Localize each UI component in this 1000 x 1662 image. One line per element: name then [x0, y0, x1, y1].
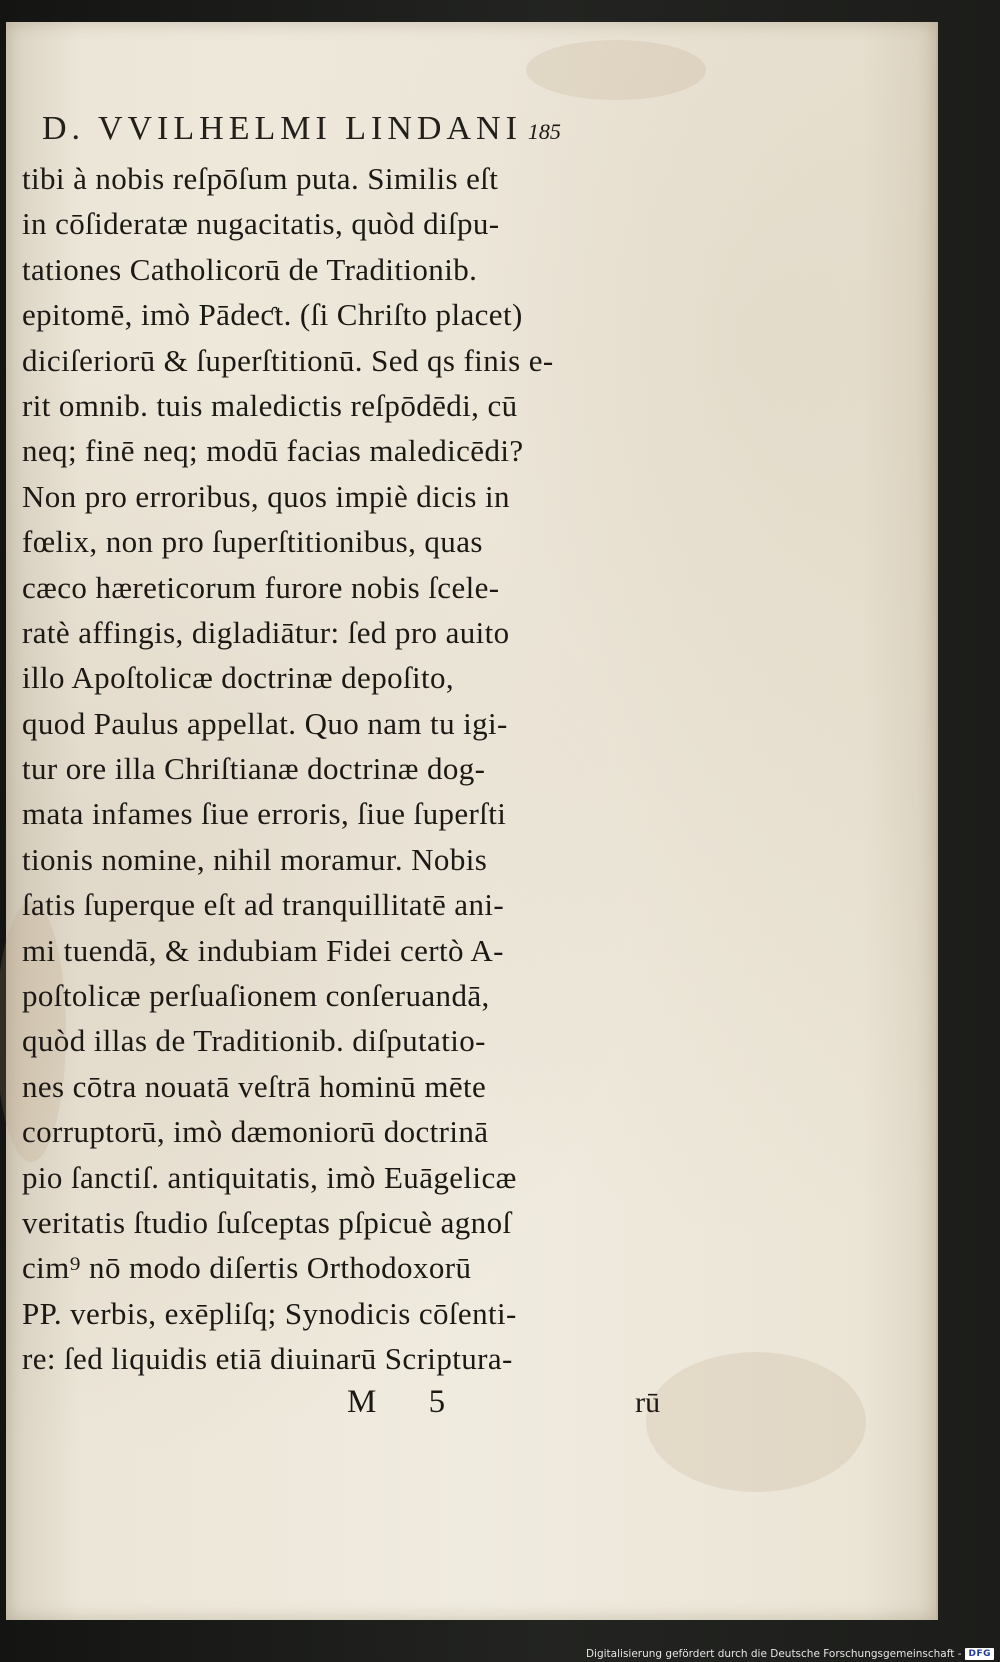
text-line: ſatis ſuperque eſt ad tranquillitatē ani-: [22, 887, 505, 923]
text-line: mi tuendā, & indubiam Fidei certò A-: [22, 932, 504, 968]
credit-text: Digitalisierung gefördert durch die Deutsche Forschungsgemeinschaft -: [585, 1648, 962, 1660]
text-line: veritatis ſtudio ſuſceptas pſpicuè agnoſ: [22, 1204, 512, 1240]
text-line: poſtolicæ perſuaſionem conſeruandā,: [22, 978, 490, 1014]
text-line: cim⁹ nō modo diſertis Orthodoxorū: [22, 1250, 472, 1286]
text-line: tionis nomine, nihil moramur. Nobis: [22, 841, 488, 877]
signature-mark: M 5: [347, 1383, 468, 1420]
text-block: [22, 110, 742, 1434]
book-page: [6, 22, 938, 1620]
digitization-credit: [586, 1648, 994, 1660]
text-line: diciſeriorū & ſuperſtitionū. Sed qs finis e-: [22, 342, 554, 378]
text-line: re: ſed liquidis etiā diuinarū Scriptura-: [22, 1341, 513, 1377]
dfg-logo: DFG: [965, 1648, 994, 1660]
text-line: tur ore illa Chriſtianæ doctrinæ dog-: [22, 751, 486, 787]
catchword: rū: [635, 1385, 661, 1419]
text-line: fœlix, non pro ſuperſtitionibus, quas: [22, 524, 483, 560]
page-footer: [22, 1384, 742, 1434]
page-number: 185: [527, 119, 561, 144]
body-text: [22, 156, 742, 1382]
text-line: neq; finē neq; modū facias maledicēdi?: [22, 433, 524, 469]
text-line: PP. verbis, exēpliſq; Synodicis cōſenti-: [22, 1295, 517, 1331]
text-line: epitomē, imò Pādeƈt. (ſi Chriſto placet): [22, 297, 523, 333]
text-line: quod Paulus appellat. Quo nam tu igi-: [22, 705, 508, 741]
text-line: ratè affingis, digladiātur: ſed pro auito: [22, 614, 510, 650]
text-line: quòd illas de Traditionib. diſputatio-: [22, 1023, 486, 1059]
paper-stain: [526, 40, 706, 100]
text-line: corruptorū, imò dæmoniorū doctrinā: [22, 1114, 489, 1150]
text-line: in cōſideratæ nugacitatis, quòd diſpu-: [22, 206, 500, 242]
text-line: rit omnib. tuis maledictis reſpōdēdi, cū: [22, 387, 518, 423]
text-line: mata infames ſiue erroris, ſiue ſuperſti: [22, 796, 507, 832]
text-line: Non pro erroribus, quos impiè dicis in: [22, 478, 510, 514]
text-line: pio ſanctiſ. antiquitatis, imò Euāgelicæ: [22, 1159, 517, 1195]
text-line: tibi à nobis reſpōſum puta. Similis eſt: [22, 161, 499, 196]
text-line: nes cōtra nouatā veſtrā hominū mēte: [22, 1068, 487, 1104]
text-line: illo Apoſtolicæ doctrinæ depoſito,: [22, 660, 455, 696]
text-line: tationes Catholicorū de Traditionib.: [22, 251, 478, 287]
running-head: [42, 110, 742, 154]
text-line: cæco hæreticorum furore nobis ſcele-: [22, 569, 500, 605]
running-head-title: D. VVILHELMI LINDANI: [42, 110, 522, 147]
